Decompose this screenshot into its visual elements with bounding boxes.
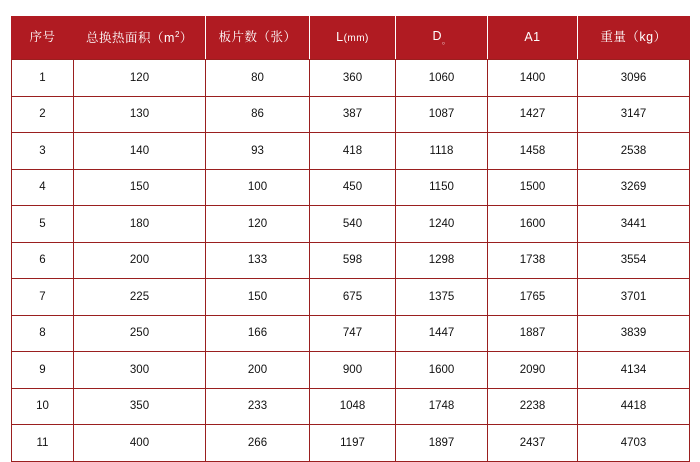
cell-plate-count: 100: [206, 169, 310, 206]
cell-weight: 3441: [578, 206, 690, 243]
cell-a1: 2090: [488, 352, 578, 389]
cell-a1: 2437: [488, 425, 578, 462]
cell-index: 9: [12, 352, 74, 389]
cell-weight: 3269: [578, 169, 690, 206]
specification-table: [11, 16, 690, 462]
cell-weight: 3701: [578, 279, 690, 316]
cell-diameter: 1240: [396, 206, 488, 243]
cell-a1: 1765: [488, 279, 578, 316]
cell-index: 10: [12, 388, 74, 425]
header-cell-length: [310, 17, 396, 60]
header-cell-diameter: [396, 17, 488, 60]
cell-index: 3: [12, 133, 74, 170]
cell-a1: 1600: [488, 206, 578, 243]
cell-diameter: 1087: [396, 96, 488, 133]
cell-index: 2: [12, 96, 74, 133]
cell-weight: 4134: [578, 352, 690, 389]
cell-total-area: 150: [74, 169, 206, 206]
cell-weight: 3147: [578, 96, 690, 133]
cell-plate-count: 233: [206, 388, 310, 425]
cell-weight: 3839: [578, 315, 690, 352]
cell-length: 387: [310, 96, 396, 133]
cell-total-area: 200: [74, 242, 206, 279]
cell-length: 598: [310, 242, 396, 279]
cell-length: 540: [310, 206, 396, 243]
cell-index: 1: [12, 60, 74, 97]
cell-diameter: 1150: [396, 169, 488, 206]
cell-index: 7: [12, 279, 74, 316]
cell-length: 418: [310, 133, 396, 170]
table-row: [12, 133, 690, 170]
table-body: [12, 60, 690, 462]
header-cell-weight: [578, 17, 690, 60]
header-label-plate-count: 板片数（张）: [218, 30, 297, 45]
table-row: [12, 315, 690, 352]
header-label-index: 序号: [29, 30, 56, 45]
cell-length: 747: [310, 315, 396, 352]
cell-weight: 3554: [578, 242, 690, 279]
cell-a1: 1887: [488, 315, 578, 352]
header-label-weight: 重量（kg）: [600, 30, 667, 45]
table-row: [12, 425, 690, 462]
cell-diameter: 1118: [396, 133, 488, 170]
cell-total-area: 350: [74, 388, 206, 425]
cell-weight: 4703: [578, 425, 690, 462]
cell-length: 900: [310, 352, 396, 389]
cell-weight: 3096: [578, 60, 690, 97]
table-row: [12, 169, 690, 206]
cell-total-area: 120: [74, 60, 206, 97]
cell-diameter: 1897: [396, 425, 488, 462]
cell-a1: 1400: [488, 60, 578, 97]
header-label-total-area: 总换热面积$(m^2)$: [86, 29, 193, 45]
table-row: [12, 60, 690, 97]
cell-total-area: 250: [74, 315, 206, 352]
cell-length: 450: [310, 169, 396, 206]
cell-diameter: 1600: [396, 352, 488, 389]
cell-total-area: 140: [74, 133, 206, 170]
cell-length: 360: [310, 60, 396, 97]
cell-index: 11: [12, 425, 74, 462]
table-row: [12, 279, 690, 316]
cell-diameter: 1060: [396, 60, 488, 97]
table-row: [12, 388, 690, 425]
cell-total-area: 300: [74, 352, 206, 389]
cell-length: 675: [310, 279, 396, 316]
header-cell-plate-count: [206, 17, 310, 60]
cell-index: 4: [12, 169, 74, 206]
header-label-diameter: $D_。$: [432, 28, 451, 46]
cell-index: 8: [12, 315, 74, 352]
cell-plate-count: 200: [206, 352, 310, 389]
table-header-row: [12, 17, 690, 60]
cell-diameter: 1298: [396, 242, 488, 279]
cell-plate-count: 166: [206, 315, 310, 352]
cell-length: 1048: [310, 388, 396, 425]
cell-a1: 2238: [488, 388, 578, 425]
table-row: [12, 206, 690, 243]
cell-plate-count: 133: [206, 242, 310, 279]
table-row: [12, 96, 690, 133]
cell-a1: 1500: [488, 169, 578, 206]
cell-diameter: 1375: [396, 279, 488, 316]
cell-weight: 4418: [578, 388, 690, 425]
cell-a1: 1458: [488, 133, 578, 170]
table-row: [12, 242, 690, 279]
header-cell-index: [12, 17, 74, 60]
cell-total-area: 400: [74, 425, 206, 462]
cell-a1: 1738: [488, 242, 578, 279]
cell-plate-count: 80: [206, 60, 310, 97]
cell-total-area: 225: [74, 279, 206, 316]
cell-index: 5: [12, 206, 74, 243]
cell-weight: 2538: [578, 133, 690, 170]
header-cell-a1: [488, 17, 578, 60]
cell-diameter: 1748: [396, 388, 488, 425]
cell-total-area: 130: [74, 96, 206, 133]
header-cell-total-area: [74, 17, 206, 60]
header-label-a1: A1: [524, 30, 541, 45]
cell-index: 6: [12, 242, 74, 279]
cell-total-area: 180: [74, 206, 206, 243]
cell-plate-count: 150: [206, 279, 310, 316]
cell-plate-count: 120: [206, 206, 310, 243]
cell-diameter: 1447: [396, 315, 488, 352]
cell-plate-count: 266: [206, 425, 310, 462]
cell-a1: 1427: [488, 96, 578, 133]
table-header: [12, 17, 690, 60]
table-row: [12, 352, 690, 389]
cell-plate-count: 86: [206, 96, 310, 133]
cell-length: 1197: [310, 425, 396, 462]
header-label-length: L(mm): [336, 30, 369, 45]
cell-plate-count: 93: [206, 133, 310, 170]
